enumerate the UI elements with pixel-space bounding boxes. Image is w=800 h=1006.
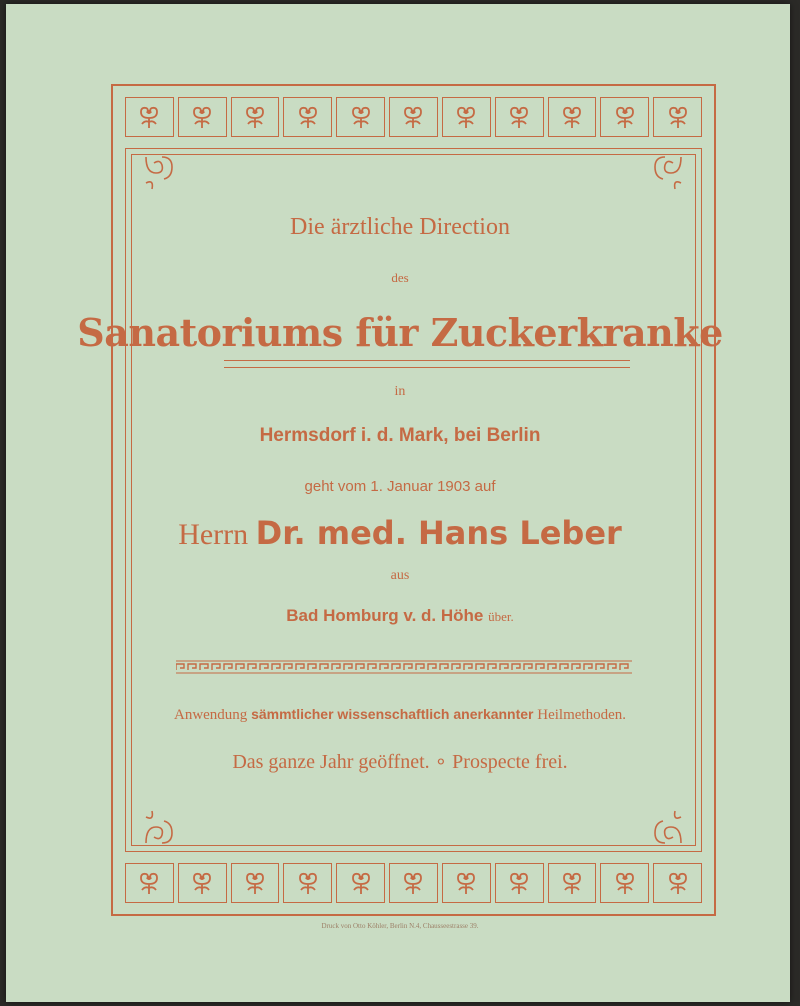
floral-motif-icon: [189, 870, 215, 896]
floral-motif-icon: [665, 870, 691, 896]
floral-motif-icon: [453, 870, 479, 896]
floral-motif-icon: [400, 104, 426, 130]
ornament-band-bottom: [125, 863, 702, 903]
aus-word: aus: [390, 568, 410, 583]
corner-scroll-icon: [645, 807, 685, 847]
person-name: Dr. med. Hans Leber: [255, 514, 622, 552]
ornament-cell: [495, 97, 544, 137]
floral-motif-icon: [242, 870, 268, 896]
ornament-cell: [125, 863, 174, 903]
corner-scroll-icon: [645, 153, 685, 193]
corner-scroll-icon: [142, 807, 182, 847]
open-all-year-line: Das ganze Jahr geöffnet. ∘ Prospecte frei.: [232, 751, 568, 773]
ornament-cell: [178, 863, 227, 903]
ornament-cell: [548, 863, 597, 903]
floral-motif-icon: [136, 104, 162, 130]
person-line: [0, 514, 800, 552]
ornament-cell: [389, 97, 438, 137]
floral-motif-icon: [136, 870, 162, 896]
floral-motif-icon: [348, 104, 374, 130]
origin-line: [0, 606, 800, 626]
floral-motif-icon: [612, 104, 638, 130]
floral-motif-icon: [506, 870, 532, 896]
ornament-cell: [548, 97, 597, 137]
ornament-cell: [178, 97, 227, 137]
ornament-cell: [442, 863, 491, 903]
floral-motif-icon: [453, 104, 479, 130]
herrn-word: Herrn: [178, 518, 249, 551]
ornament-cell: [125, 97, 174, 137]
meander-border: [176, 660, 632, 674]
methods-line: [0, 706, 800, 724]
direction-heading: Die ärztliche Direction: [290, 214, 510, 240]
floral-motif-icon: [348, 870, 374, 896]
methods-bold: sämmtlicher wissenschaftlich anerkannter: [251, 706, 534, 722]
ornament-cell: [283, 97, 332, 137]
ornament-cell: [653, 97, 702, 137]
ornament-cell: [495, 863, 544, 903]
ornament-cell: [442, 97, 491, 137]
ornament-band-top: [125, 97, 702, 137]
decorative-rule: [224, 360, 630, 368]
in-word: in: [394, 384, 406, 399]
des-word: des: [391, 270, 409, 285]
ueber-word: über.: [488, 609, 514, 624]
printer-imprint: Druck von Otto Köhler, Berlin N.4, Chausseestrasse 39.: [321, 922, 479, 930]
methods-pre: Anwendung: [173, 707, 248, 723]
floral-motif-icon: [295, 104, 321, 130]
ornament-cell: [283, 863, 332, 903]
floral-motif-icon: [559, 870, 585, 896]
floral-motif-icon: [559, 104, 585, 130]
transfer-line: geht vom 1. Januar 1903 auf: [304, 478, 496, 495]
ornament-cell: [600, 863, 649, 903]
ornament-cell: [336, 97, 385, 137]
ornament-cell: [231, 97, 280, 137]
institution-name: Sanatoriums für Zuckerkranke: [77, 310, 723, 355]
origin-place: Bad Homburg v. d. Höhe: [286, 606, 484, 625]
ornament-cell: [336, 863, 385, 903]
inner-frame-double: [131, 154, 696, 846]
location-line: Hermsdorf i. d. Mark, bei Berlin: [259, 425, 541, 446]
ornament-cell: [653, 863, 702, 903]
ornament-cell: [600, 97, 649, 137]
floral-motif-icon: [400, 870, 426, 896]
floral-motif-icon: [242, 104, 268, 130]
inner-frame: [125, 148, 702, 852]
document-sheet: [6, 4, 790, 1002]
methods-post: Heilmethoden.: [537, 707, 626, 723]
floral-motif-icon: [189, 104, 215, 130]
corner-scroll-icon: [142, 153, 182, 193]
outer-border: [111, 84, 716, 916]
floral-motif-icon: [506, 104, 532, 130]
floral-motif-icon: [665, 104, 691, 130]
ornament-cell: [231, 863, 280, 903]
floral-motif-icon: [295, 870, 321, 896]
floral-motif-icon: [612, 870, 638, 896]
ornament-cell: [389, 863, 438, 903]
